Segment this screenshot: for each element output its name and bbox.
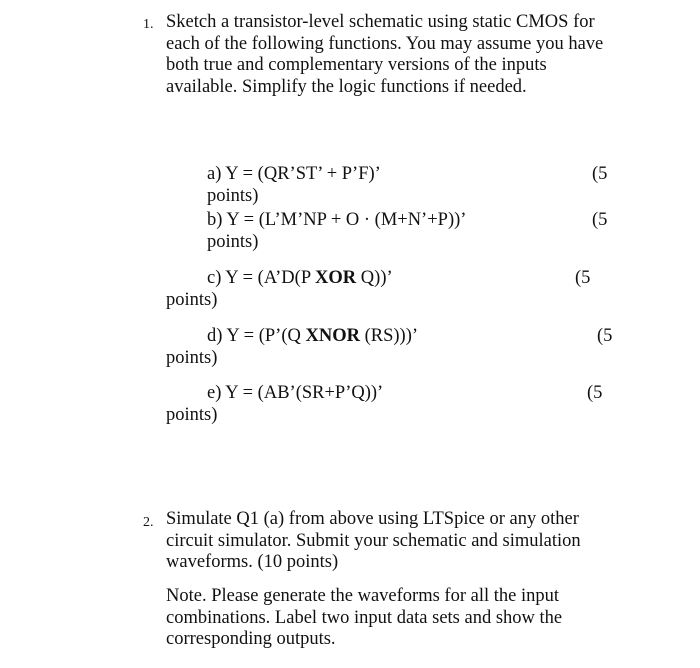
question-1-number: 1. (143, 17, 154, 32)
part-e-points-open: (5 (587, 383, 603, 403)
part-a-formula: a) Y = (QR’ST’ + P’F)’ (207, 164, 381, 184)
part-b-points-close: points) (207, 232, 259, 252)
part-a-points-open: (5 (592, 164, 608, 184)
part-c-points-open: (5 (575, 268, 591, 288)
part-d-points-open: (5 (597, 326, 613, 346)
part-d-points-close: points) (166, 348, 218, 368)
question-2-text: Simulate Q1 (a) from above using LTSpice or any other circuit simulator. Submit your schematic and simulation waveforms. (10 points) (166, 509, 581, 572)
part-e-points-close: points) (166, 405, 218, 425)
question-2-number: 2. (143, 515, 154, 530)
part-a-points-close: points) (207, 186, 259, 206)
part-b-points-open: (5 (592, 210, 608, 230)
part-b-formula: b) Y = (L’M’NP + O · (M+N’+P))’ (207, 210, 467, 230)
part-c-points-close: points) (166, 290, 218, 310)
question-2-note: Note. Please generate the waveforms for all the input combinations. Label two input data sets and show the corresponding outputs. (166, 586, 563, 649)
part-e-formula: e) Y = (AB’(SR+P’Q))’ (207, 383, 384, 403)
question-1-intro: Sketch a transistor-level schematic using static CMOS for each of the following functions. You may assume you have both true and complementary versions of the inputs available. Simplify the logic functions if needed. (166, 12, 604, 97)
part-c-formula: c) Y = (A’D(P XOR Q))’ (207, 268, 393, 288)
part-d-formula: d) Y = (P’(Q XNOR (RS)))’ (207, 326, 419, 346)
